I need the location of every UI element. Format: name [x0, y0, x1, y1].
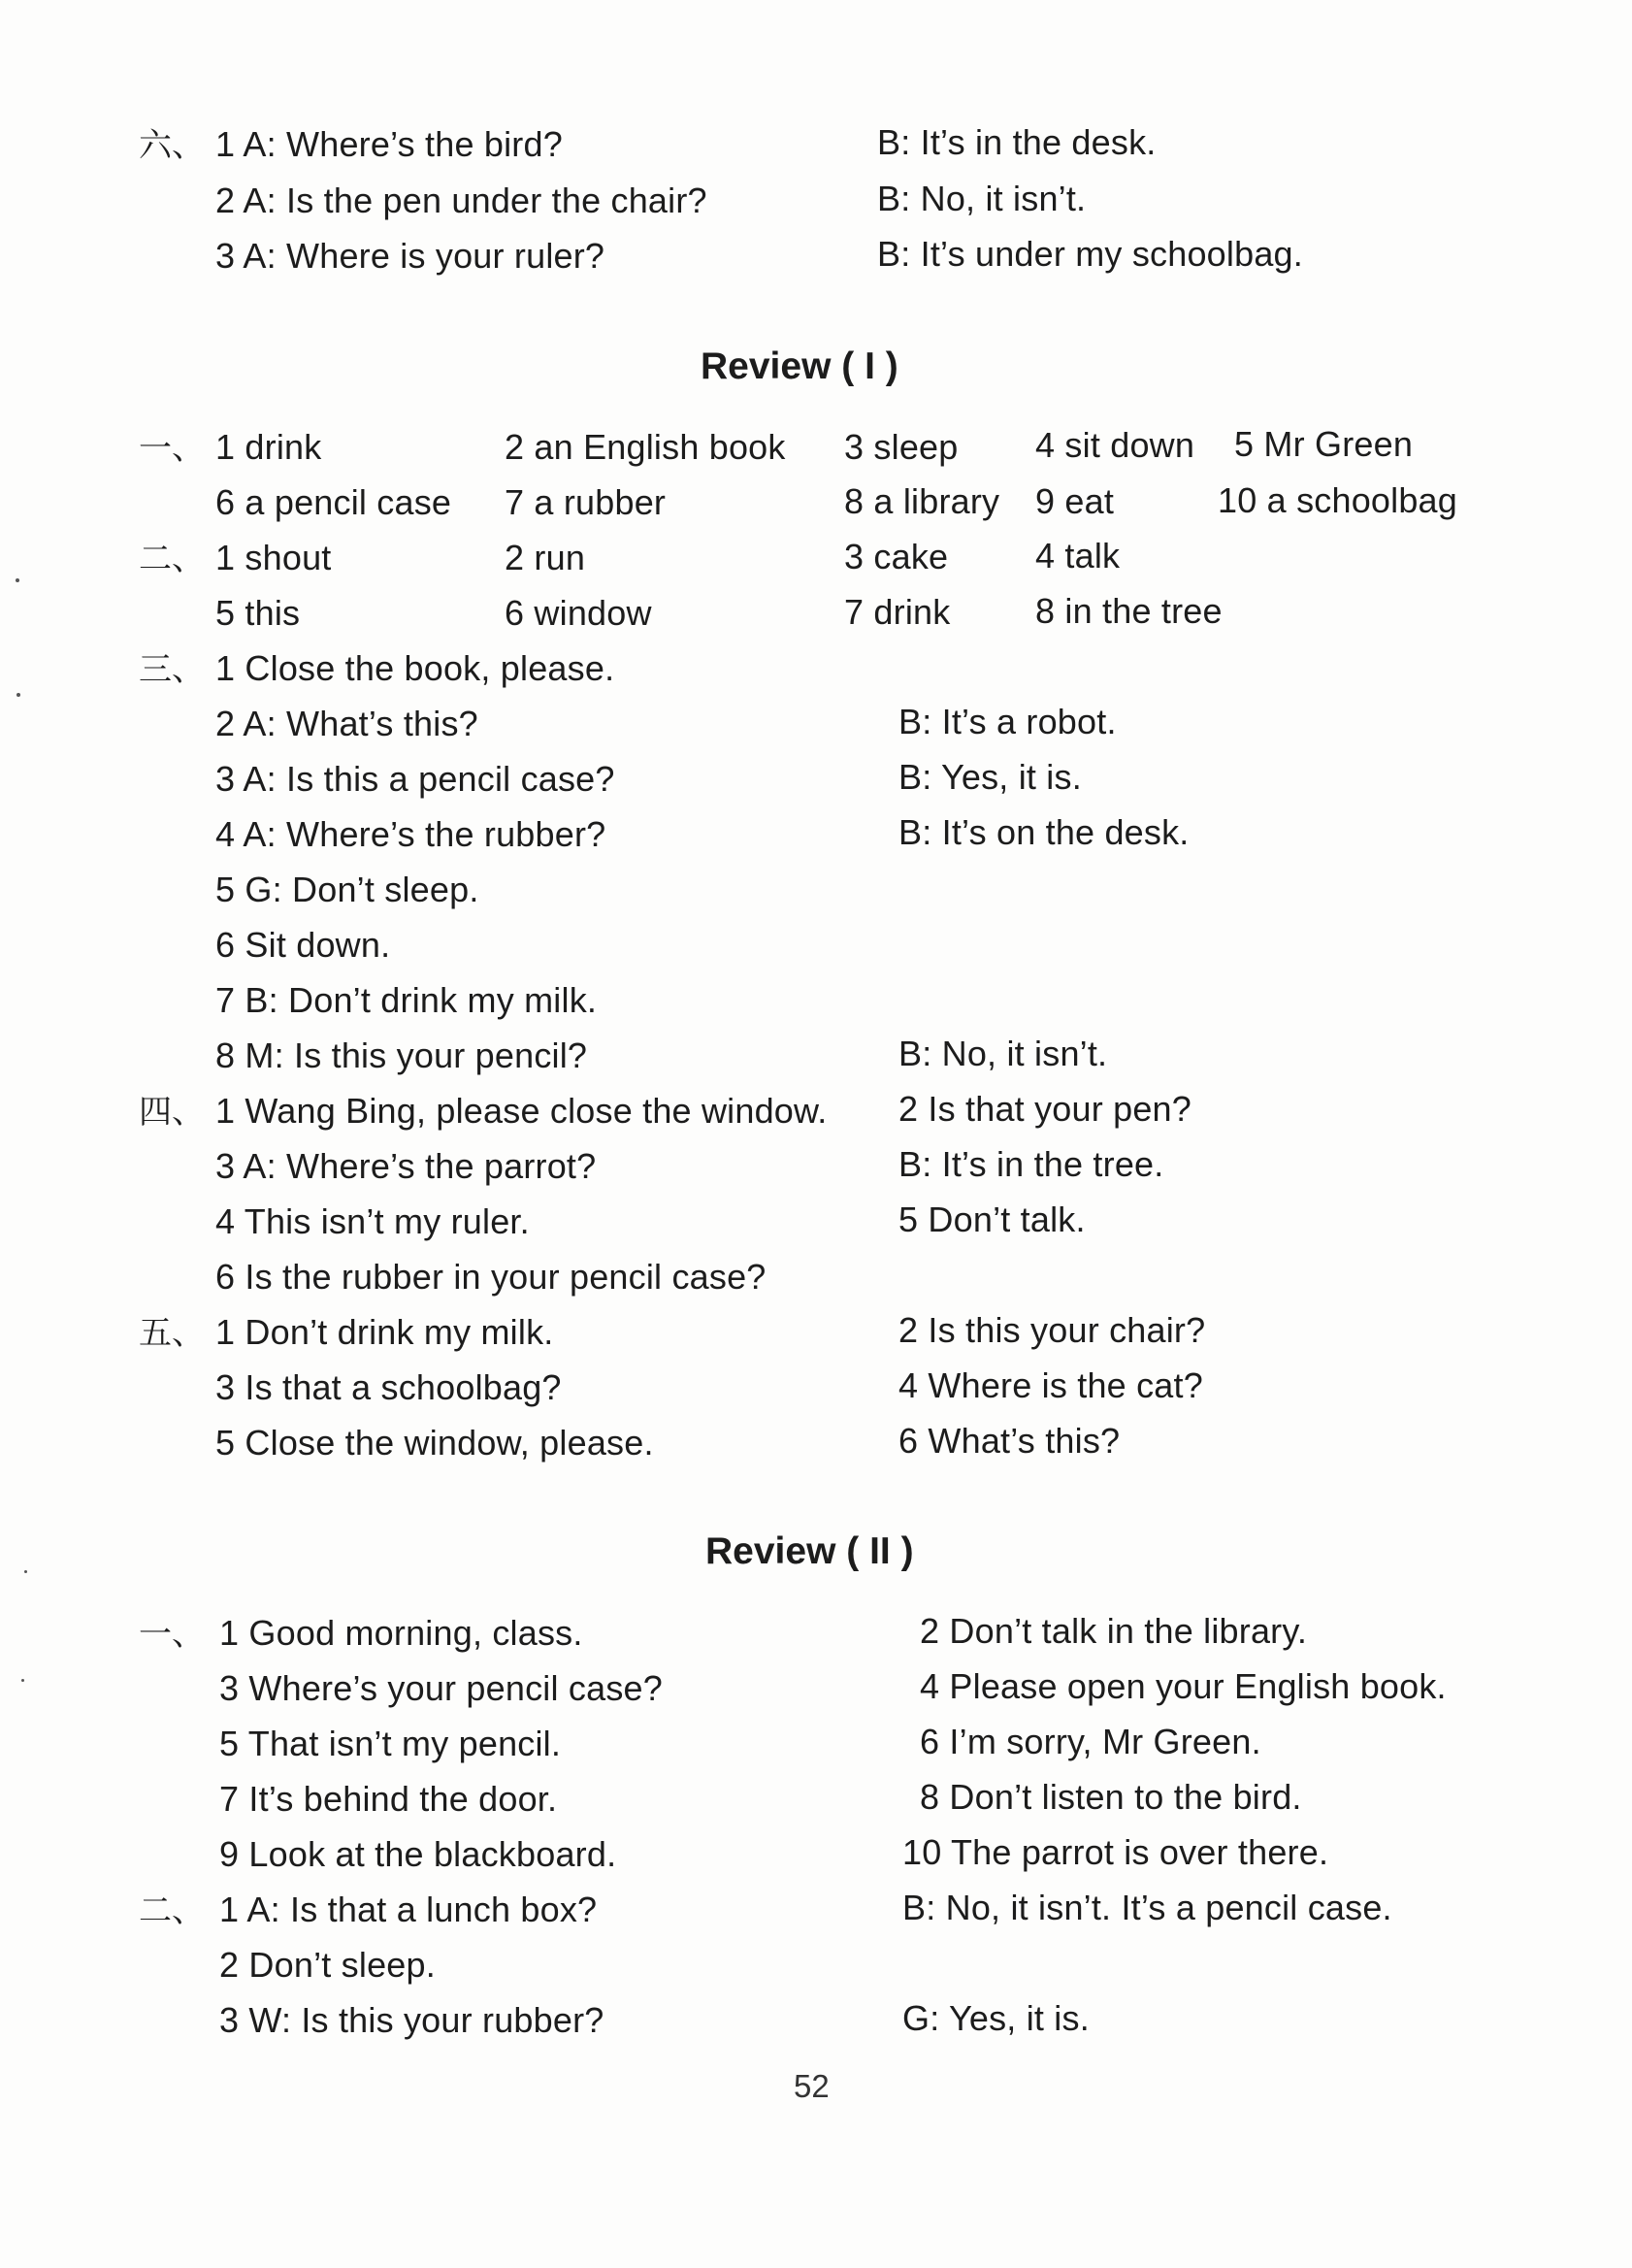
question-line: 3 Is that a schoolbag? [215, 1367, 562, 1407]
question-line: 5 G: Don’t sleep. [215, 870, 479, 909]
answer-line: B: It’s on the desk. [898, 812, 1190, 852]
answer-line: 4 Please open your English book. [920, 1666, 1447, 1706]
question-line: 2 Don’t sleep. [219, 1945, 436, 1985]
answer-line: 4 Where is the cat? [898, 1365, 1203, 1405]
section-title: Review ( II ) [705, 1530, 914, 1572]
word-item: 3 sleep [844, 427, 959, 467]
question-line: 1 A: Is that a lunch box? [219, 1890, 598, 1929]
answer-line: 8 Don’t listen to the bird. [920, 1777, 1302, 1817]
question-line: 3 A: Where is your ruler? [215, 236, 605, 276]
question-line: 7 B: Don’t drink my milk. [215, 980, 598, 1020]
question-line: 3 W: Is this your rubber? [219, 2000, 604, 2040]
question-line: 4 This isn’t my ruler. [215, 1201, 530, 1241]
answer-line: B: It’s under my schoolbag. [877, 234, 1303, 274]
section-label: 一、 [139, 429, 205, 468]
word-item: 8 a library [844, 481, 1000, 521]
question-line: 5 That isn’t my pencil. [219, 1724, 562, 1763]
section-label: 二、 [139, 1891, 205, 1930]
question-line: 1 Good morning, class. [219, 1613, 583, 1653]
question-line: 5 Close the window, please. [215, 1423, 654, 1463]
question-line: 7 It’s behind the door. [219, 1779, 558, 1819]
word-item: 7 drink [844, 592, 951, 632]
word-item: 3 cake [844, 537, 949, 576]
section-label: 二、 [139, 540, 205, 578]
answer-line: 5 Don’t talk. [898, 1200, 1086, 1239]
question-line: 1 A: Where’s the bird? [215, 124, 563, 164]
section-label: 六、 [139, 126, 205, 165]
answer-line: B: No, it isn’t. [877, 179, 1087, 218]
scan-speck [21, 1679, 24, 1682]
scan-speck [16, 693, 20, 697]
answer-line: 2 Don’t talk in the library. [920, 1611, 1308, 1651]
question-line: 3 A: Is this a pencil case? [215, 759, 615, 799]
section-label: 五、 [139, 1314, 205, 1353]
question-line: 4 A: Where’s the rubber? [215, 814, 606, 854]
answer-line: G: Yes, it is. [902, 1998, 1090, 2038]
section-label: 一、 [139, 1615, 205, 1654]
word-item: 5 Mr Green [1234, 424, 1414, 464]
word-item: 8 in the tree [1035, 591, 1223, 631]
question-line: 1 Wang Bing, please close the window. [215, 1091, 828, 1131]
question-line: 2 A: Is the pen under the chair? [215, 181, 707, 220]
word-item: 9 eat [1035, 481, 1115, 521]
word-item: 2 run [505, 538, 586, 577]
page-number: 52 [794, 2068, 830, 2104]
question-line: 3 A: Where’s the parrot? [215, 1146, 597, 1186]
word-item: 2 an English book [505, 427, 786, 467]
scan-speck [16, 578, 19, 582]
word-item: 6 window [505, 593, 652, 633]
answer-line: B: No, it isn’t. It’s a pencil case. [902, 1888, 1392, 1927]
scan-speck [24, 1570, 27, 1573]
answer-line: 2 Is this your chair? [898, 1310, 1206, 1350]
section-label: 三、 [139, 650, 205, 689]
answer-line: 2 Is that your pen? [898, 1089, 1191, 1129]
word-item: 7 a rubber [505, 482, 667, 522]
word-item: 10 a schoolbag [1218, 480, 1457, 520]
word-item: 6 a pencil case [215, 482, 452, 522]
word-item: 4 talk [1035, 536, 1121, 575]
question-line: 1 Close the book, please. [215, 648, 615, 688]
question-line: 1 Don’t drink my milk. [215, 1312, 554, 1352]
word-item: 4 sit down [1035, 425, 1195, 465]
question-line: 8 M: Is this your pencil? [215, 1035, 588, 1075]
answer-line: B: Yes, it is. [898, 757, 1082, 797]
question-line: 6 Is the rubber in your pencil case? [215, 1257, 767, 1297]
answer-line: B: It’s in the tree. [898, 1144, 1164, 1184]
question-line: 2 A: What’s this? [215, 704, 478, 743]
answer-line: 10 The parrot is over there. [902, 1832, 1329, 1872]
question-line: 3 Where’s your pencil case? [219, 1668, 663, 1708]
answer-line: B: It’s a robot. [898, 702, 1117, 741]
answer-line: B: It’s in the desk. [877, 122, 1157, 162]
answer-line: 6 I’m sorry, Mr Green. [920, 1722, 1261, 1761]
word-item: 1 drink [215, 427, 322, 467]
word-item: 5 this [215, 593, 301, 633]
question-line: 6 Sit down. [215, 925, 391, 965]
question-line: 9 Look at the blackboard. [219, 1834, 617, 1874]
answer-line: B: No, it isn’t. [898, 1034, 1108, 1073]
word-item: 1 shout [215, 538, 332, 577]
section-title: Review ( I ) [701, 345, 898, 387]
answer-line: 6 What’s this? [898, 1421, 1121, 1461]
section-label: 四、 [139, 1093, 205, 1132]
